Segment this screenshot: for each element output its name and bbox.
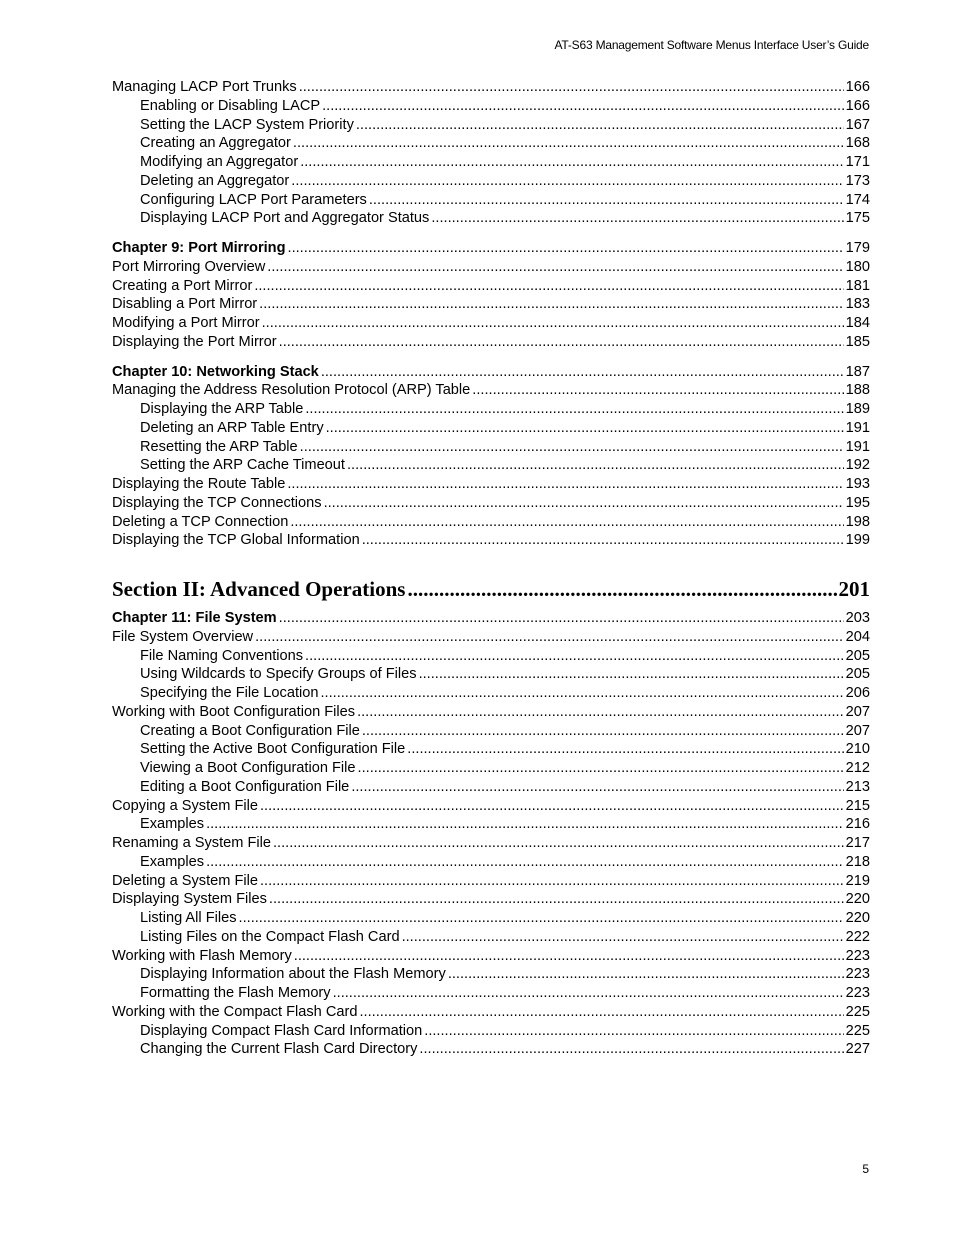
toc-entry[interactable] — [112, 172, 870, 191]
toc-entry-page: 183 — [845, 296, 870, 313]
toc-leader-dots — [300, 153, 843, 172]
toc-entry-title: Working with the Compact Flash Card — [112, 1003, 358, 1020]
toc-entry-page: 189 — [845, 401, 870, 417]
toc-entry-title: Displaying the TCP Global Information — [112, 532, 360, 549]
toc-entry-page: 168 — [845, 135, 870, 152]
toc-leader-dots — [291, 172, 843, 191]
toc-entry[interactable] — [112, 872, 870, 891]
toc-leader-dots — [299, 78, 844, 97]
toc-entry-title: Enabling or Disabling LACP — [140, 97, 321, 114]
toc-entry[interactable] — [112, 665, 870, 684]
toc-entry-page: 220 — [845, 891, 870, 908]
toc-entry-title: Creating a Boot Configuration File — [140, 722, 360, 739]
toc-entry-title: Editing a Boot Configuration File — [140, 778, 350, 795]
toc-entry[interactable] — [112, 78, 870, 97]
toc-entry-title: Modifying a Port Mirror — [112, 315, 260, 331]
toc-entry-title: Working with Boot Configuration Files — [112, 703, 356, 720]
toc-leader-dots — [279, 333, 844, 352]
toc-entry-page: 187 — [845, 363, 870, 380]
toc-leader-dots — [290, 513, 843, 532]
toc-entry-title: Displaying Compact Flash Card Information — [140, 1022, 423, 1039]
toc-leader-dots — [300, 438, 844, 457]
toc-entry[interactable] — [112, 333, 870, 352]
toc-entry-page: 212 — [845, 760, 870, 776]
toc-section-entry[interactable] — [112, 574, 870, 604]
toc-entry-title: Changing the Current Flash Card Directory — [140, 1041, 418, 1058]
toc-entry-page: 223 — [845, 966, 870, 983]
toc-entry[interactable] — [112, 890, 870, 909]
toc-entry-title: Managing the Address Resolution Protocol (ARP) Table — [112, 382, 471, 399]
toc-entry-title: Displaying Information about the Flash Memory — [140, 966, 446, 983]
toc-leader-dots — [472, 381, 843, 400]
toc-entry[interactable] — [112, 134, 870, 153]
toc-entry[interactable] — [112, 778, 870, 797]
toc-entry-page: 213 — [845, 778, 870, 795]
toc-entry[interactable] — [112, 513, 870, 532]
toc-leader-dots — [273, 834, 844, 853]
toc-entry[interactable] — [112, 116, 870, 135]
toc-entry[interactable] — [112, 531, 870, 550]
running-header: AT-S63 Management Software Menus Interface User’s Guide — [554, 38, 869, 52]
toc-entry[interactable] — [112, 722, 870, 741]
toc-entry-page: 220 — [845, 910, 870, 926]
toc-leader-dots — [294, 947, 844, 966]
toc-entry-title: Section II: Advanced Operations — [112, 577, 406, 601]
toc-leader-dots — [333, 984, 844, 1003]
toc-entry-page: 193 — [845, 476, 870, 492]
toc-entry-page: 167 — [845, 116, 870, 133]
toc-entry-page: 222 — [845, 928, 870, 945]
toc-entry[interactable] — [112, 209, 870, 228]
toc-entry-page: 198 — [845, 513, 870, 530]
toc-entry-title: Deleting an ARP Table Entry — [140, 419, 324, 436]
toc-leader-dots — [431, 209, 843, 228]
toc-entry-title: Modifying an Aggregator — [140, 154, 299, 170]
toc-entry-title: Examples — [140, 816, 205, 833]
toc-entry-page: 181 — [845, 277, 870, 294]
toc-entry-title: Setting the LACP System Priority — [140, 116, 354, 133]
toc-chapter-entry[interactable] — [112, 363, 870, 382]
toc-leader-dots — [362, 722, 844, 741]
toc-leader-dots — [424, 1022, 843, 1041]
toc-entry-page: 179 — [845, 240, 870, 256]
toc-entry-page: 227 — [845, 1041, 870, 1058]
toc-entry-title: Displaying LACP Port and Aggregator Status — [140, 210, 430, 227]
toc-entry-page: 210 — [845, 741, 870, 758]
toc-leader-dots — [255, 628, 844, 647]
toc-entry-title: Chapter 9: Port Mirroring — [112, 240, 286, 256]
toc-entry-title: Chapter 11: File System — [112, 610, 277, 626]
toc-entry[interactable] — [112, 628, 870, 647]
toc-leader-dots — [279, 609, 844, 628]
toc-entry-title: Deleting a System File — [112, 872, 258, 889]
toc-entry-title: Viewing a Boot Configuration File — [140, 760, 356, 776]
toc-leader-dots — [407, 740, 843, 759]
toc-entry-title: Configuring LACP Port Parameters — [140, 191, 367, 208]
toc-chapter-entry[interactable] — [112, 239, 870, 258]
toc-entry-title: File Naming Conventions — [140, 647, 304, 664]
toc-entry-title: Managing LACP Port Trunks — [112, 79, 297, 95]
toc-entry-page: 173 — [845, 172, 870, 189]
toc-entry-title: Displaying System Files — [112, 891, 267, 908]
toc-entry[interactable] — [112, 984, 870, 1003]
toc-entry-title: Displaying the TCP Connections — [112, 494, 322, 511]
toc-entry-title: Creating a Port Mirror — [112, 277, 253, 294]
toc-entry-page: 191 — [845, 419, 870, 436]
toc-leader-dots — [305, 400, 843, 419]
toc-entry-page: 207 — [845, 703, 870, 720]
toc-entry-page: 218 — [845, 853, 870, 870]
toc-entry-page: 180 — [845, 258, 870, 275]
toc-leader-dots — [206, 853, 844, 872]
toc-leader-dots — [288, 239, 844, 258]
toc-entry[interactable] — [112, 191, 870, 210]
toc-entry-title: Port Mirroring Overview — [112, 258, 266, 275]
toc-entry[interactable] — [112, 815, 870, 834]
toc-entry[interactable] — [112, 909, 870, 928]
toc-leader-dots — [305, 647, 844, 666]
toc-entry[interactable] — [112, 494, 870, 513]
toc-leader-dots — [267, 258, 843, 277]
toc-entry-title: Working with Flash Memory — [112, 947, 292, 964]
toc-entry[interactable] — [112, 759, 870, 778]
toc-leader-dots — [407, 574, 836, 604]
toc-leader-dots — [269, 890, 844, 909]
toc-leader-dots — [287, 475, 843, 494]
toc-entry-page: 166 — [845, 97, 870, 114]
toc-entry-page: 192 — [845, 457, 870, 474]
toc-entry-page: 201 — [838, 577, 870, 601]
toc-entry[interactable] — [112, 947, 870, 966]
toc-entry-page: 199 — [845, 532, 870, 549]
toc-leader-dots — [320, 684, 843, 703]
toc-entry[interactable] — [112, 400, 870, 419]
toc-entry-title: Disabling a Port Mirror — [112, 296, 258, 313]
toc-entry[interactable] — [112, 853, 870, 872]
toc-entry-page: 206 — [845, 685, 870, 701]
toc-entry[interactable] — [112, 295, 870, 314]
toc-entry[interactable] — [112, 438, 870, 457]
toc-entry[interactable] — [112, 928, 870, 947]
toc-leader-dots — [369, 191, 844, 210]
toc-entry-page: 188 — [845, 382, 870, 399]
toc-entry[interactable] — [112, 1003, 870, 1022]
toc-entry-page: 171 — [845, 154, 870, 170]
toc-leader-dots — [362, 531, 844, 550]
toc-entry-title: Displaying the Route Table — [112, 476, 286, 492]
toc-entry-title: Specifying the File Location — [140, 685, 319, 701]
toc-leader-dots — [360, 1003, 844, 1022]
toc-entry[interactable] — [112, 834, 870, 853]
toc-leader-dots — [357, 703, 844, 722]
toc-entry[interactable] — [112, 797, 870, 816]
toc-leader-dots — [321, 363, 844, 382]
toc-entry-title: Setting the ARP Cache Timeout — [140, 457, 345, 474]
toc-leader-dots — [358, 759, 844, 778]
toc-entry-page: 205 — [845, 666, 870, 683]
toc-entry-title: Examples — [140, 853, 205, 870]
toc-entry[interactable] — [112, 703, 870, 722]
toc-leader-dots — [239, 909, 844, 928]
toc-entry-title: Listing All Files — [140, 910, 237, 926]
toc-entry[interactable] — [112, 965, 870, 984]
toc-entry-title: Renaming a System File — [112, 835, 271, 851]
table-of-contents — [112, 78, 870, 1059]
toc-leader-dots — [293, 134, 844, 153]
toc-leader-dots — [351, 778, 843, 797]
toc-entry[interactable] — [112, 419, 870, 438]
toc-entry-title: Displaying the Port Mirror — [112, 333, 277, 350]
toc-entry-page: 207 — [845, 722, 870, 739]
toc-entry-title: Displaying the ARP Table — [140, 401, 304, 417]
toc-leader-dots — [324, 494, 844, 513]
toc-entry-title: Formatting the Flash Memory — [140, 985, 331, 1001]
toc-entry-page: 195 — [845, 494, 870, 511]
toc-entry-page: 223 — [845, 985, 870, 1001]
toc-leader-dots — [322, 97, 844, 116]
toc-entry-title: Deleting an Aggregator — [140, 172, 290, 189]
toc-entry[interactable] — [112, 647, 870, 666]
toc-entry-title: File System Overview — [112, 628, 254, 645]
toc-leader-dots — [259, 295, 843, 314]
toc-entry[interactable] — [112, 153, 870, 172]
toc-entry-title: Setting the Active Boot Configuration File — [140, 741, 406, 758]
toc-entry-page: 215 — [845, 797, 870, 814]
toc-leader-dots — [326, 419, 844, 438]
toc-entry[interactable] — [112, 1040, 870, 1059]
toc-leader-dots — [448, 965, 844, 984]
toc-leader-dots — [206, 815, 844, 834]
toc-entry[interactable] — [112, 258, 870, 277]
toc-entry-title: Listing Files on the Compact Flash Card — [140, 928, 400, 945]
toc-entry-page: 166 — [845, 79, 870, 95]
toc-chapter-entry[interactable] — [112, 609, 870, 628]
toc-entry-title: Copying a System File — [112, 797, 258, 814]
toc-entry[interactable] — [112, 381, 870, 400]
toc-leader-dots — [356, 116, 844, 135]
toc-leader-dots — [260, 797, 844, 816]
toc-entry[interactable] — [112, 314, 870, 333]
toc-entry-page: 219 — [845, 872, 870, 889]
toc-entry-page: 216 — [845, 816, 870, 833]
toc-entry-page: 204 — [845, 628, 870, 645]
toc-entry-page: 225 — [845, 1003, 870, 1020]
toc-entry-page: 217 — [845, 835, 870, 851]
toc-entry[interactable] — [112, 475, 870, 494]
toc-leader-dots — [419, 665, 844, 684]
toc-entry-title: Chapter 10: Networking Stack — [112, 363, 319, 380]
toc-entry[interactable] — [112, 97, 870, 116]
toc-entry-page: 175 — [845, 210, 870, 227]
toc-entry-title: Creating an Aggregator — [140, 135, 291, 152]
toc-entry-title: Deleting a TCP Connection — [112, 513, 289, 530]
toc-entry-page: 191 — [845, 438, 870, 455]
toc-entry-title: Using Wildcards to Specify Groups of Files — [140, 666, 417, 683]
toc-leader-dots — [260, 872, 844, 891]
toc-leader-dots — [347, 456, 844, 475]
toc-entry-page: 225 — [845, 1022, 870, 1039]
toc-entry[interactable] — [112, 684, 870, 703]
toc-entry-title: Resetting the ARP Table — [140, 438, 298, 455]
toc-entry[interactable] — [112, 456, 870, 475]
toc-entry[interactable] — [112, 1022, 870, 1041]
toc-entry-page: 185 — [845, 333, 870, 350]
toc-entry-page: 223 — [845, 947, 870, 964]
toc-entry-page: 174 — [845, 191, 870, 208]
toc-entry[interactable] — [112, 740, 870, 759]
toc-leader-dots — [402, 928, 844, 947]
toc-entry[interactable] — [112, 277, 870, 296]
toc-leader-dots — [254, 277, 843, 296]
page-number: 5 — [862, 1162, 869, 1176]
toc-entry-page: 184 — [845, 315, 870, 331]
toc-leader-dots — [262, 314, 844, 333]
toc-entry-page: 203 — [845, 610, 870, 626]
toc-leader-dots — [419, 1040, 843, 1059]
toc-entry-page: 205 — [845, 647, 870, 664]
